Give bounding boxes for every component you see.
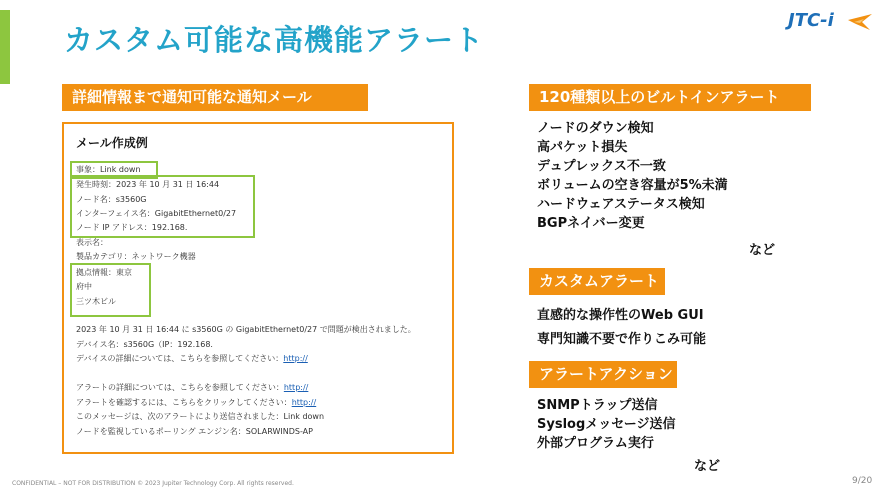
list-item: 高パケット損失: [537, 140, 628, 155]
mail-line: [76, 397, 316, 408]
slide-title: カスタム可能な高機能アラート: [64, 23, 485, 57]
mail-example-title: メール作成例: [76, 136, 148, 150]
custom-alert-list: [537, 304, 706, 352]
swallow-logo-icon: [846, 10, 874, 34]
mail-link[interactable]: http://: [283, 383, 309, 392]
builtin-section-header: 120種類以上のビルトインアラート: [529, 84, 811, 111]
list-item: BGPネイバー変更: [537, 216, 645, 231]
list-item: SNMPトラップ送信: [537, 398, 658, 413]
list-item: 直感的な操作性のWeb GUI: [537, 308, 704, 323]
builtin-etc: など: [749, 243, 776, 258]
action-section-header: アラートアクション: [529, 361, 677, 388]
mail-line-text: アラートを確認するには、こちらをクリックしてください：: [76, 398, 292, 407]
mail-line-text: デバイスの詳細については、こちらを参照してください：: [76, 354, 284, 363]
mail-line: 三ツ木ビル: [76, 297, 116, 306]
logo-text: JTC-i: [788, 10, 834, 31]
footer-copyright: CONFIDENTIAL – NOT FOR DISTRIBUTION © 2023 Jupiter Technology Corp. All rights reserved.: [12, 480, 294, 487]
list-item: 外部プログラム実行: [537, 436, 654, 451]
builtin-alert-list: [537, 119, 728, 233]
mail-section-header: 詳細情報まで通知可能な通知メール: [62, 84, 368, 111]
mail-line: 2023 年 10 月 31 日 16:44 に s3560G の GigabitEthernet0/27 で問題が検出されました。: [76, 325, 416, 334]
mail-line: 府中: [76, 282, 92, 291]
mail-link[interactable]: http://: [291, 398, 317, 407]
mail-line: 事象：Link down: [76, 165, 141, 174]
mail-line: [76, 353, 308, 364]
mail-line: 製品カテゴリ：ネットワーク機器: [76, 252, 196, 261]
mail-line: ノード名：s3560G: [76, 195, 147, 204]
custom-section-header: カスタムアラート: [529, 268, 665, 295]
list-item: ハードウェアステータス検知: [537, 197, 705, 212]
mail-example-box: [62, 122, 454, 454]
accent-bar: [0, 10, 10, 84]
page-number: 9/20: [852, 476, 873, 486]
list-item: 専門知識不要で作りこみ可能: [537, 332, 707, 347]
mail-line-text: アラートの詳細については、こちらを参照してください：: [76, 383, 284, 392]
mail-line: このメッセージは、次のアラートにより送信されました：Link down: [76, 412, 325, 421]
action-list: [537, 396, 676, 453]
mail-line: インターフェイス名：GigabitEthernet0/27: [76, 209, 237, 218]
list-item: Syslogメッセージ送信: [537, 417, 676, 432]
list-item: ボリュームの空き容量が5%未満: [537, 178, 728, 193]
mail-line: [76, 382, 308, 393]
action-etc: など: [694, 459, 721, 474]
mail-line: 発生時刻：2023 年 10 月 31 日 16:44: [76, 180, 220, 189]
mail-line: ノード IP アドレス：192.168.: [76, 223, 188, 232]
list-item: ノードのダウン検知: [537, 121, 654, 136]
mail-line: 表示名：: [76, 238, 108, 247]
mail-link[interactable]: http://: [283, 354, 308, 363]
mail-line: ノードを監視しているポーリング エンジン名：SOLARWINDS-AP: [76, 427, 313, 436]
mail-line: 拠点情報：東京: [76, 268, 132, 277]
company-logo: [788, 8, 876, 38]
list-item: デュプレックス不一致: [537, 159, 666, 174]
mail-line: デバイス名：s3560G（IP：192.168.: [76, 340, 213, 349]
